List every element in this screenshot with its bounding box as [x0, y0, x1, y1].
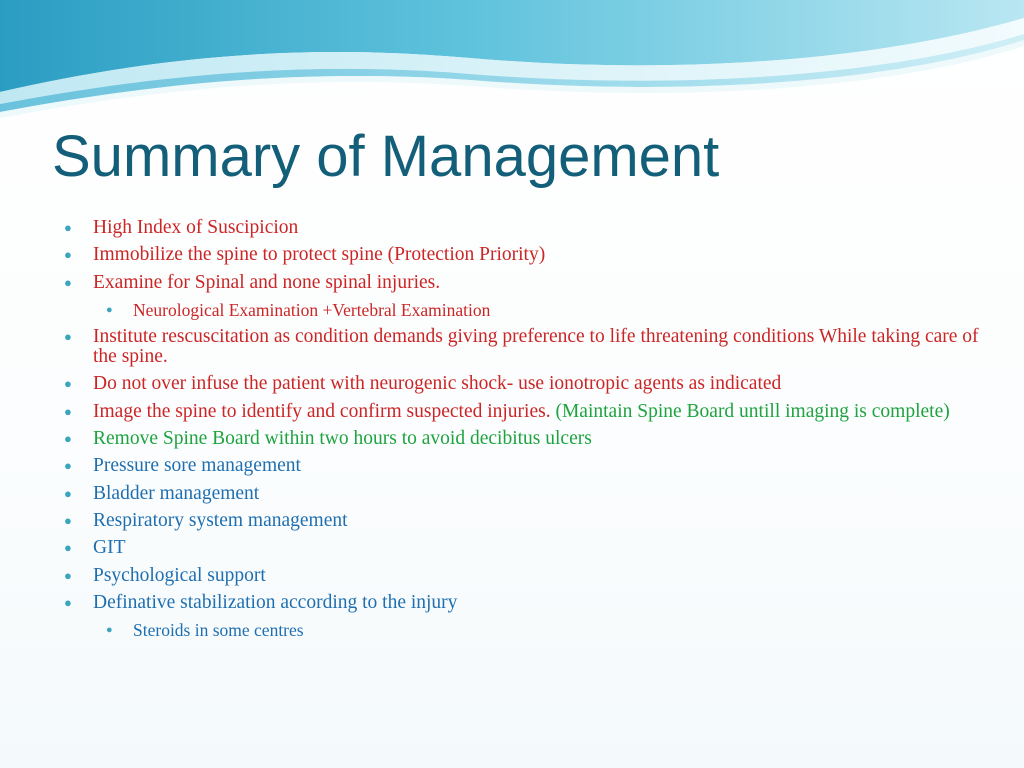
sub-list-item: [64, 620, 984, 640]
bullet-icon: ●: [64, 485, 72, 501]
bullet-icon: ●: [106, 624, 113, 637]
slide-title: Summary of Management: [52, 124, 720, 189]
list-item-text: GIT: [93, 537, 126, 559]
bullet-icon: ●: [64, 458, 72, 474]
bullet-icon: ●: [64, 376, 72, 392]
bullet-list: [64, 218, 984, 647]
list-item: [64, 538, 984, 558]
list-item-text: Immobilize the spine to protect spine (Protection Priority): [93, 244, 546, 266]
list-item: [64, 374, 984, 394]
list-item-text: Pressure sore management: [93, 455, 301, 477]
bullet-icon: ●: [64, 512, 72, 528]
list-item-text: Neurological Examination +Vertebral Examination: [133, 299, 491, 320]
list-item-text: Do not over infuse the patient with neurogenic shock- use ionotropic agents as indicated: [93, 373, 782, 395]
list-item: [64, 402, 984, 422]
wave-decoration: [0, 0, 1024, 130]
bullet-icon: ●: [64, 567, 72, 583]
bullet-icon: ●: [64, 220, 72, 235]
list-item-text: Image the spine to identify and confirm suspected injuries.: [93, 400, 556, 422]
list-item: [64, 484, 984, 504]
bullet-icon: ●: [64, 540, 72, 556]
list-item-text: Psychological support: [93, 564, 266, 586]
list-item-text: Steroids in some centres: [133, 620, 304, 641]
list-item: [64, 273, 984, 293]
list-item-note: (Maintain Spine Board untill imaging is complete): [555, 400, 950, 422]
list-item: [64, 218, 984, 238]
bullet-icon: ●: [106, 303, 113, 316]
list-item: [64, 429, 984, 449]
bullet-icon: ●: [64, 403, 72, 419]
list-item: [64, 245, 984, 265]
list-item-text: Examine for Spinal and none spinal injuries.: [93, 271, 441, 293]
bullet-icon: ●: [64, 431, 72, 447]
bullet-icon: ●: [64, 594, 72, 610]
list-item: [64, 456, 984, 476]
list-item-text: Definative stabilization according to the injury: [93, 591, 458, 613]
bullet-icon: ●: [64, 274, 72, 290]
list-item: [64, 511, 984, 531]
list-item-text: Respiratory system management: [93, 509, 348, 531]
list-item-text: Institute rescuscitation as condition demands giving preference to life threatening conditions While taking care of the spine.: [93, 326, 979, 368]
bullet-icon: ●: [64, 247, 72, 263]
list-item: [64, 593, 984, 613]
list-item-text: High Index of Suscipicion: [93, 217, 299, 238]
sub-list-item: [64, 300, 984, 320]
list-item: [64, 566, 984, 586]
list-item-text: Remove Spine Board within two hours to avoid decibitus ulcers: [93, 428, 592, 450]
bullet-icon: ●: [64, 329, 72, 345]
list-item: [64, 327, 984, 367]
list-item-text: Bladder management: [93, 482, 260, 504]
